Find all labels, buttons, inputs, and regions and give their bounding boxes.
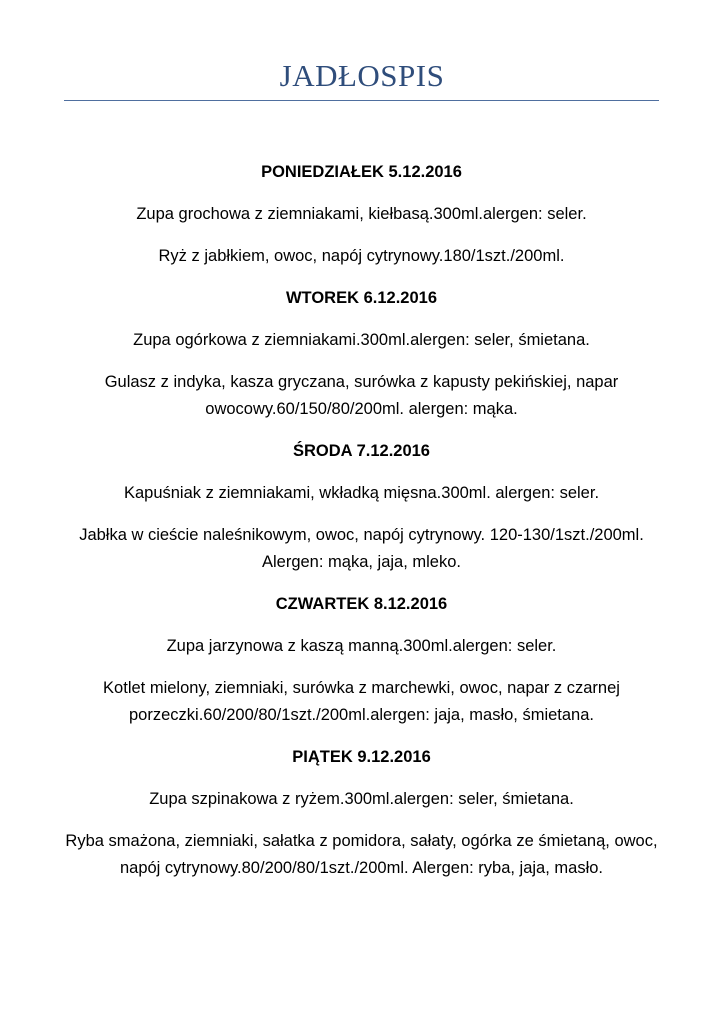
menu-content xyxy=(64,159,659,897)
day-heading: PONIEDZIAŁEK 5.12.2016 xyxy=(261,163,462,181)
day-heading: ŚRODA 7.12.2016 xyxy=(293,442,430,460)
day-heading: CZWARTEK 8.12.2016 xyxy=(275,595,448,613)
day-section-thursday xyxy=(64,591,659,729)
day-heading: WTOREK 6.12.2016 xyxy=(285,289,437,307)
soup-item: Zupa szpinakowa z ryżem.300ml.alergen: seler, śmietana. xyxy=(149,790,574,808)
page-title: JADŁOSPIS xyxy=(279,58,445,93)
main-dish-item: Ryba smażona, ziemniaki, sałatka z pomidora, sałaty, ogórka ze śmietaną, owoc, napój cytrynowy.80/200/80/1szt./200ml. Alergen: ryba, jaja, masło. xyxy=(65,832,658,877)
day-section-monday xyxy=(64,159,659,270)
main-dish-item: Gulasz z indyka, kasza gryczana, surówka z kapusty pekińskiej, napar owocowy.60/150/80/200ml. alergen: mąka. xyxy=(104,373,619,418)
main-dish-item: Ryż z jabłkiem, owoc, napój cytrynowy.180/1szt./200ml. xyxy=(158,247,565,265)
soup-item: Zupa grochowa z ziemniakami, kiełbasą.300ml.alergen: seler. xyxy=(136,205,587,223)
main-dish-item: Jabłka w cieście naleśnikowym, owoc, napój cytrynowy. 120-130/1szt./200ml. Alergen: mąka, jaja, mleko. xyxy=(79,526,644,571)
day-section-wednesday xyxy=(64,438,659,576)
soup-item: Zupa jarzynowa z kaszą manną.300ml.alergen: seler. xyxy=(166,637,557,655)
main-dish-item: Kotlet mielony, ziemniaki, surówka z marchewki, owoc, napar z czarnej porzeczki.60/200/80/1szt./200ml.alergen: jaja, masło, śmietana. xyxy=(103,679,620,724)
soup-item: Kapuśniak z ziemniakami, wkładką mięsna.300ml. alergen: seler. xyxy=(123,484,600,502)
day-section-friday xyxy=(64,744,659,882)
day-section-tuesday xyxy=(64,285,659,423)
soup-item: Zupa ogórkowa z ziemniakami.300ml.alergen: seler, śmietana. xyxy=(133,331,590,349)
title-divider xyxy=(64,100,659,101)
day-heading: PIĄTEK 9.12.2016 xyxy=(292,748,431,766)
